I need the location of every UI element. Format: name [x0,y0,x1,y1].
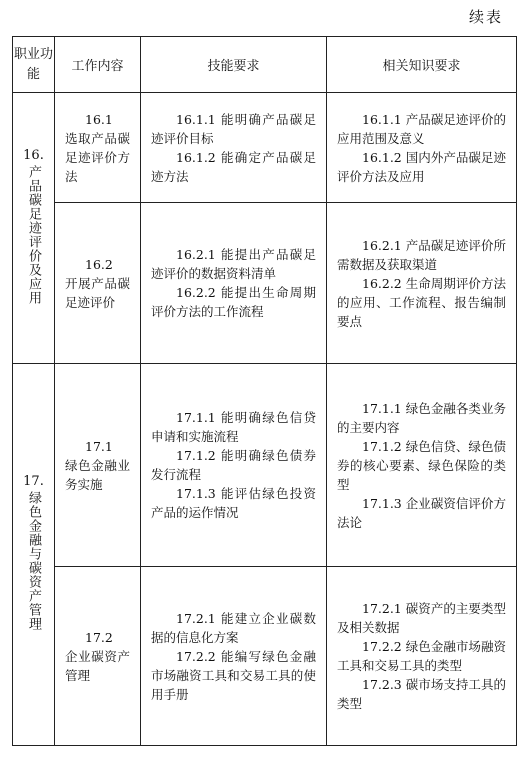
table-row [13,93,517,203]
skills-cell [141,567,327,746]
knowledge-cell [327,567,517,746]
skill-item: 16.2.1 能提出产品碳足迹评价的数据资料清单 [151,247,316,281]
knowledge-item: 17.1.3 企业碳资信评价方法论 [337,495,506,530]
skill-item: 17.1.3 能评估绿色投资产品的运作情况 [151,486,316,520]
knowledge-item: 17.2.2 绿色金融市场融资工具和交易工具的类型 [337,639,506,673]
skill-item: 17.2.2 能编写绿色金融市场融资工具和交易工具的使用手册 [151,648,316,702]
skill-item: 17.1.1 能明确绿色信贷申请和实施流程 [151,410,316,444]
knowledge-item: 17.2.1 碳资产的主要类型及相关数据 [337,601,506,635]
knowledge-item: 16.1.1 产品碳足迹评价的应用范围及意义 [337,111,506,146]
work-content-text: 17.1 绿色金融业务实施 [65,438,130,492]
work-content-text: 16.2 开展产品碳足迹评价 [65,256,130,310]
work-content-cell [55,364,141,567]
work-content-text: 16.1 选取产品碳足迹评价方法 [65,111,130,184]
header-knowledge-requirements: 相关知识要求 [327,37,517,93]
knowledge-cell [327,364,517,567]
skills-cell [141,364,327,567]
work-content-cell [55,203,141,364]
header-function: 职业功能 [13,37,55,93]
table-row [13,203,517,364]
function-cell-17 [13,364,55,746]
knowledge-item: 17.2.3 碳市场支持工具的类型 [337,677,506,711]
skill-item: 16.1.1 能明确产品碳足迹评价目标 [151,111,316,146]
function-number: 16. [23,147,44,163]
knowledge-item: 16.2.1 产品碳足迹评价所需数据及获取渠道 [337,237,506,272]
function-cell-16 [13,93,55,364]
skill-item: 16.2.2 能提出生命周期评价方法的工作流程 [151,285,316,319]
header-skill-requirements: 技能要求 [141,37,327,93]
knowledge-item: 16.1.2 国内外产品碳足迹评价方法及应用 [337,149,506,184]
knowledge-item: 16.2.2 生命周期评价方法的应用、工作流程、报告编制要点 [337,275,506,329]
skills-cell [141,93,327,203]
table-row [13,567,517,746]
continued-label: 续表 [468,8,503,26]
skill-item: 16.1.2 能确定产品碳足迹方法 [151,149,316,184]
header-work-content: 工作内容 [55,37,141,93]
work-content-cell [55,93,141,203]
knowledge-item: 17.1.2 绿色信贷、绿色债券的核心要素、绿色保险的类型 [337,438,506,492]
work-content-cell [55,567,141,746]
work-content-text: 17.2 企业碳资产管理 [65,629,130,683]
skill-item: 17.1.2 能明确绿色债券发行流程 [151,448,316,482]
knowledge-cell [327,203,517,364]
function-name: 产品碳足迹评价及应用 [26,164,41,305]
knowledge-cell [327,93,517,203]
header-row [13,37,517,93]
skill-item: 17.2.1 能建立企业碳数据的信息化方案 [151,610,316,645]
function-name: 绿色金融与碳资产管理 [26,491,41,631]
knowledge-item: 17.1.1 绿色金融各类业务的主要内容 [337,400,506,435]
function-number: 17. [23,474,44,489]
occupational-skills-table [12,36,517,746]
table-row [13,364,517,567]
skills-cell [141,203,327,364]
